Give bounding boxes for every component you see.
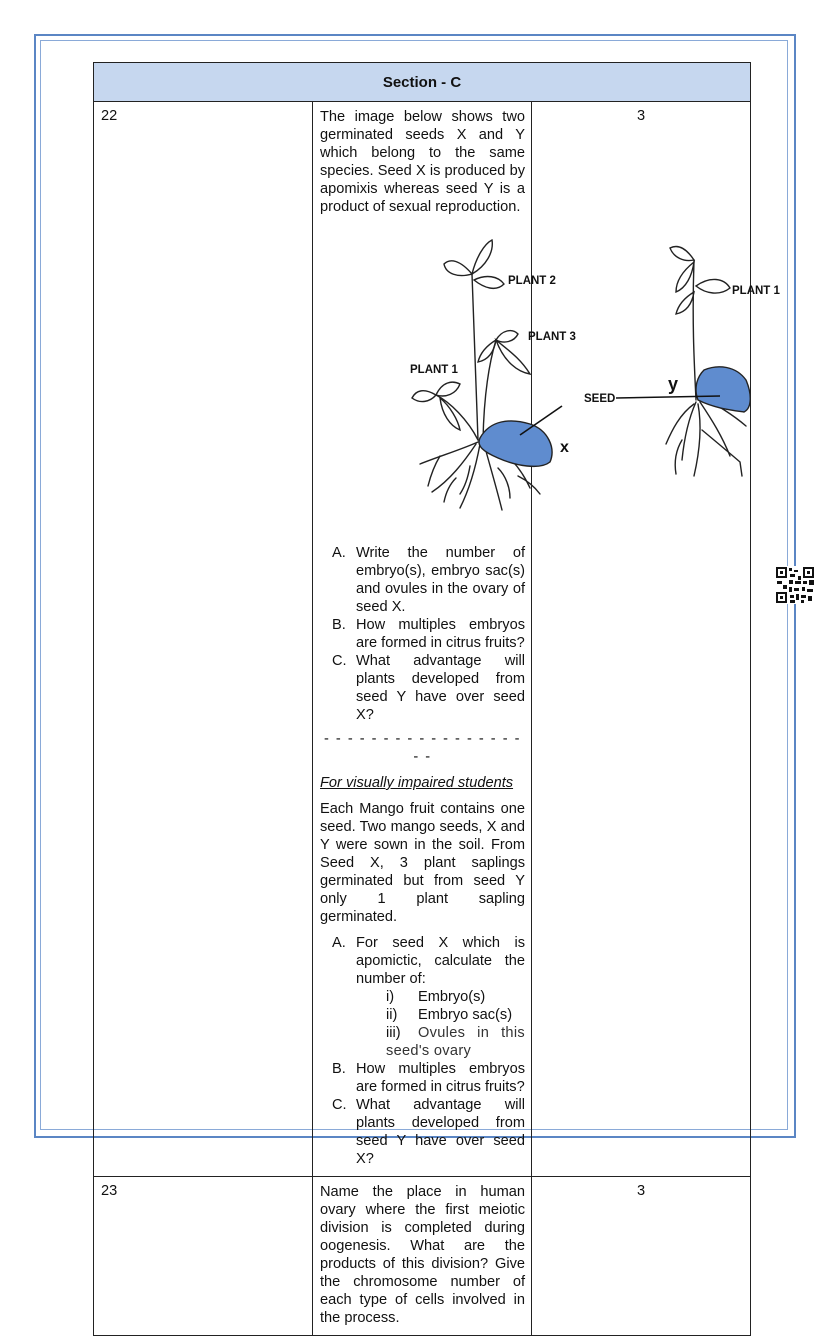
part-c: C. What advantage will plants developed from seed Y have over seed X?: [332, 653, 525, 723]
question-number: 23: [94, 1177, 313, 1336]
vi-part-c: C. What advantage will plants developed from seed Y have over seed X?: [332, 1097, 525, 1167]
vi-question-parts: [320, 934, 525, 1168]
question-body: [313, 102, 780, 1177]
question-number: 22: [94, 102, 313, 1177]
label-plant3: PLANT 3: [528, 331, 576, 343]
label-plant2: PLANT 2: [508, 275, 556, 287]
question-marks: 3: [532, 1177, 751, 1336]
roman-list: [356, 988, 525, 1060]
visually-impaired-heading: For visually impaired students: [320, 775, 514, 791]
label-plant1-left: PLANT 1: [410, 364, 458, 376]
question-body: Name the place in human ovary where the first meiotic division is completed during oogenesis. What are the products of this division? Give the chromosome number of each type of cells involved in the process.: [313, 1177, 532, 1336]
roman-item: iii) Ovules in this seed's ovary: [386, 1025, 525, 1059]
label-plant1-right: PLANT 1: [732, 285, 780, 297]
stem-plant2: [472, 274, 478, 440]
question-marks: 3: [532, 102, 751, 1177]
label-seed: SEED: [584, 393, 616, 405]
label-y: y: [668, 374, 679, 394]
question-intro: The image below shows two germinated seeds X and Y which belong to the same species. Seed X is produced by apomixis whereas seed Y is a product of sexual reproduction.: [320, 109, 525, 215]
question-parts: [320, 544, 525, 724]
question-row-23: [94, 1177, 751, 1336]
section-header: Section - C: [94, 63, 751, 102]
part-a: A. Write the number of embryo(s), embryo sac(s) and ovules in the ovary of seed X.: [332, 545, 525, 615]
roman-item: ii) Embryo sac(s): [386, 1007, 513, 1023]
vi-part-a: A. For seed X which is apomictic, calculate the number of: i) Embryo(s) ii) Embryo sac(s) iii) Ovules in this seed's ovary: [332, 935, 525, 1059]
label-x: x: [560, 439, 569, 456]
qr-code-icon: [775, 566, 815, 604]
question-row-22: [94, 102, 751, 1177]
visually-impaired-paragraph: Each Mango fruit contains one seed. Two mango seeds, X and Y were sown in the soil. From Seed X, 3 plant saplings germinated but from seed Y only 1 plant sapling germinated.: [320, 801, 525, 925]
question-table: [93, 62, 780, 1336]
part-b: B. How multiples embryos are formed in citrus fruits?: [332, 617, 525, 651]
stem-plant1-left: [436, 395, 478, 440]
separator: - - - - - - - - - - - - - - - - - - -: [324, 731, 521, 765]
vi-part-b: B. How multiples embryos are formed in citrus fruits?: [332, 1061, 525, 1095]
roman-item: i) Embryo(s): [386, 989, 486, 1005]
